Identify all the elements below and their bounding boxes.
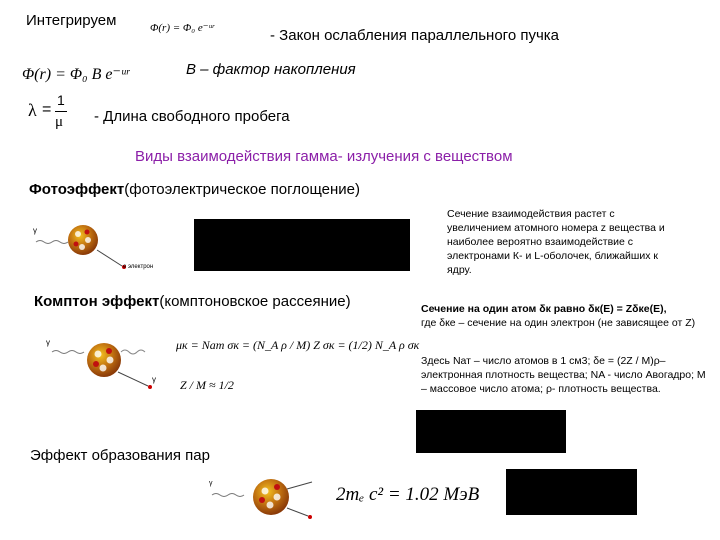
compton-note: Здесь Nат – число атомов в 1 см3; δе = (2Z / M)ρ– электронная плотность вещества; NA - число Авогадро; M – массовое число атома; ρ- плотность вещества.: [421, 355, 706, 395]
mean-free-path-text: - Длина свободного пробега: [94, 108, 290, 125]
compton-gamma2-label: γ: [152, 375, 156, 384]
compton-atom-illustration: [52, 343, 152, 389]
gamma-wave-pairs: [212, 494, 244, 497]
buildup-formula: Φ(r) = Φ₀ B e⁻ᵘʳ: [22, 66, 130, 83]
pairs-gamma-label: γ: [209, 480, 213, 487]
pairs-formula: 2mₑ c² = 1.02 МэВ: [336, 484, 480, 505]
compton-formula-placeholder: [416, 410, 566, 453]
compton-formula-ratio: Z / M ≈ 1/2: [180, 378, 234, 392]
photoeffect-description: Сечение взаимодействия растет с увеличением атомного номера z вещества и наиболее вероятно взаимодействие с электронами К- и L-оболочек, ближайших к ядру.: [447, 208, 665, 276]
attenuation-law-text: - Закон ослабления параллельного пучка: [270, 27, 560, 44]
gamma-wave-photo: [36, 241, 68, 244]
photoeffect-atom-illustration: [36, 225, 126, 269]
compton-heading-rest: (комптоновское рассеяние): [159, 293, 351, 310]
photoeffect-heading-bold: Фотоэффект: [29, 181, 125, 198]
lambda-equals: =: [42, 101, 52, 118]
integrate-label: Интегрируем: [26, 12, 117, 29]
pairs-heading: Эффект образования пар: [30, 447, 210, 464]
lambda-symbol: λ: [28, 100, 37, 120]
photoeffect-formula-placeholder: [194, 219, 410, 271]
compton-description: [421, 302, 716, 330]
buildup-text: В – фактор накопления: [186, 61, 356, 78]
photo-gamma-label: γ: [33, 226, 37, 235]
compton-gamma-label: γ: [46, 338, 50, 347]
attenuation-formula: Φ(r) = Φ₀ e⁻ᵘʳ: [150, 22, 215, 34]
compton-line1: Сечение на один атом δк равно δк(Е) = Zδке(Е),: [421, 303, 667, 315]
pairs-formula-placeholder: [506, 469, 637, 515]
compton-formula-mu: μк = Nат σк = (N_A ρ / M) Z σк = (1/2) N_A ρ σк: [176, 338, 420, 352]
compton-line2: где δке – сечение на один электрон (не зависящее от Z): [421, 317, 696, 329]
photo-electron-label: е электрон: [123, 264, 154, 270]
section-title: Виды взаимодействия гамма- излучения с веществом: [135, 148, 513, 165]
pair-atom-illustration: [212, 479, 312, 519]
photoeffect-heading-rest: (фотоэлектрическое поглощение): [124, 181, 361, 198]
fraction-numerator: 1: [57, 92, 65, 108]
compton-heading-bold: Комптон эффект: [34, 293, 160, 310]
nucleus-compton: [87, 343, 121, 377]
gamma-wave-compton: [52, 351, 84, 354]
nucleus-photo: [68, 225, 98, 255]
nucleus-pairs: [253, 479, 289, 515]
fraction-denominator: μ: [55, 114, 64, 130]
compton-heading: [34, 293, 351, 310]
